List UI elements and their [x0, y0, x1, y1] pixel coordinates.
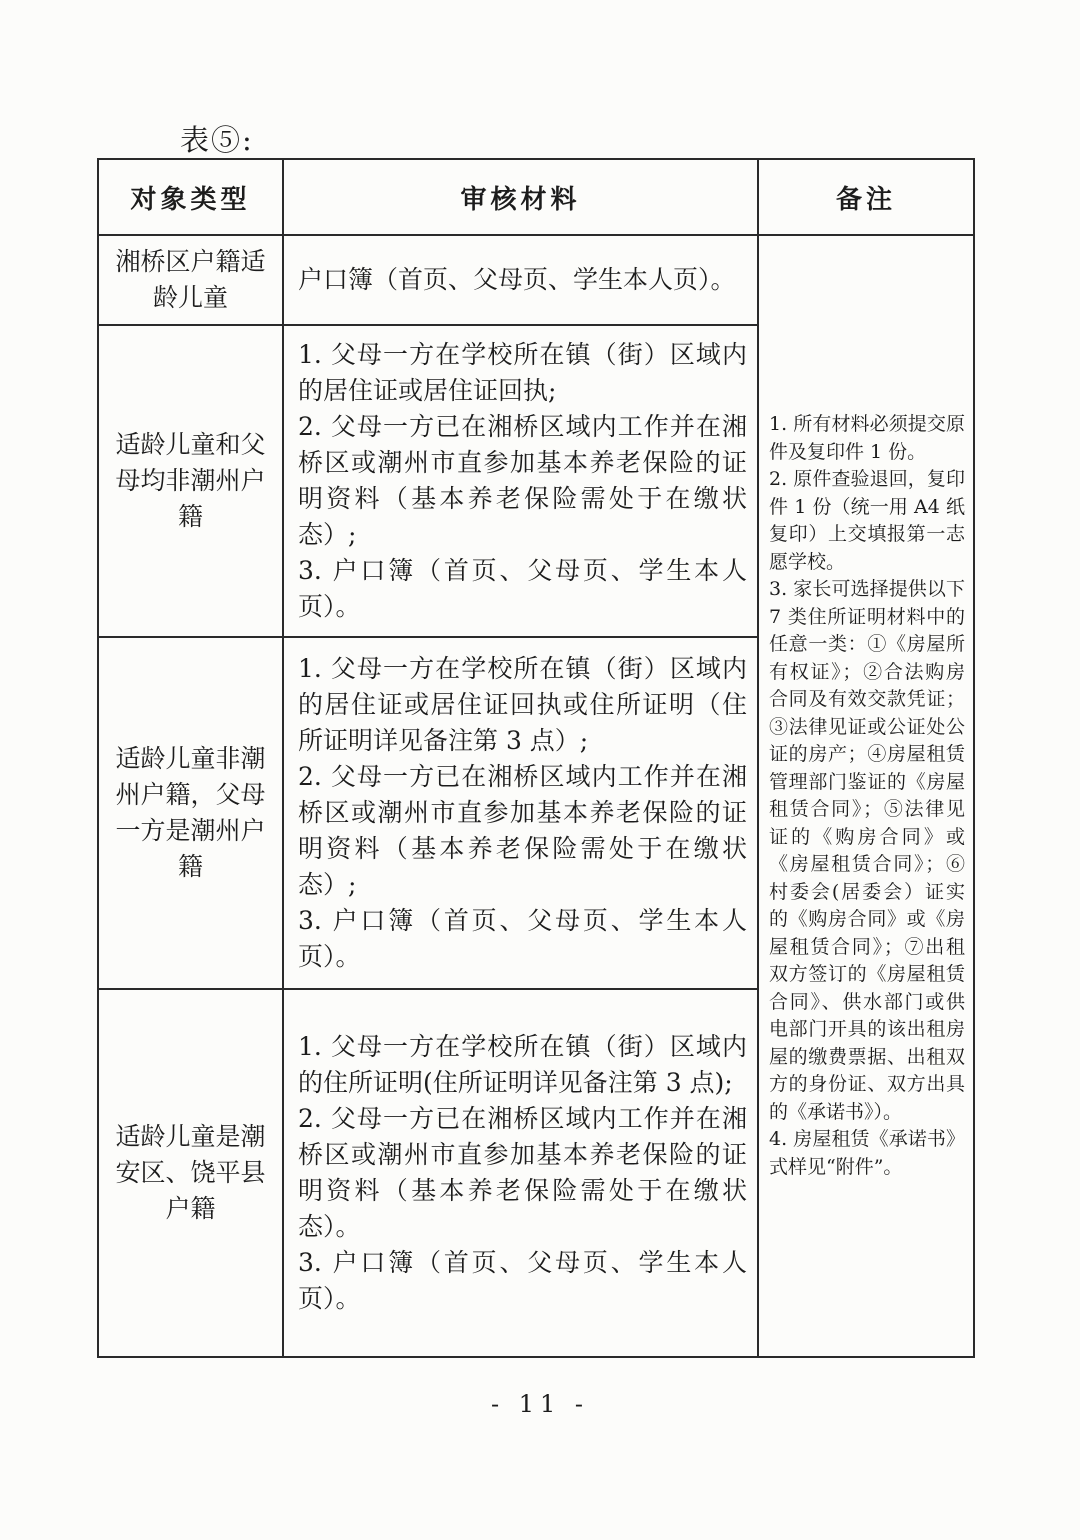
- material-item: 1. 父母一方在学校所在镇（街）区域内的住所证明(住所证明详见备注第 3 点);: [298, 1032, 747, 1097]
- remark-item: 3. 家长可选择提供以下 7 类住所证明材料中的任意一类：①《房屋所有权证》；②合法购房合同及有效交款凭证；③法律见证或公证处公证的房产；④房屋租赁管理部门鉴证的《房屋租赁合同》；⑤法律见证的《购房合同》或《房屋租赁合同》；⑥村委会(居委会）证实的《购房合同》或《房屋租赁合同》；⑦出租双方签订的《房屋租赁合同》、供水部门或供电部门开具的该出租房屋的缴费票据、出租双方的身份证、双方出具的《承诺书》）。: [769, 578, 965, 1123]
- material-item: 2. 父母一方已在湘桥区域内工作并在湘桥区或潮州市直参加基本养老保险的证明资料（基本养老保险需处于在缴状态）;: [298, 412, 747, 549]
- material-item: 3. 户口簿（首页、父母页、学生本人页）。: [298, 906, 747, 971]
- material-item: 2. 父母一方已在湘桥区域内工作并在湘桥区或潮州市直参加基本养老保险的证明资料（基本养老保险需处于在缴状态）;: [298, 762, 747, 899]
- remark-item: 1. 所有材料必须提交原件及复印件 1 份。: [769, 413, 965, 463]
- material-item: 户口簿（首页、父母页、学生本人页）。: [298, 265, 736, 294]
- material-item: 1. 父母一方在学校所在镇（街）区域内的居住证或居住证回执;: [298, 340, 747, 405]
- object-type-cell: 适龄儿童和父母均非潮州户籍: [98, 325, 283, 637]
- material-item: 2. 父母一方已在湘桥区域内工作并在湘桥区或潮州市直参加基本养老保险的证明资料（基本养老保险需处于在缴状态）。: [298, 1104, 747, 1241]
- materials-cell: [283, 325, 758, 637]
- table-row: [98, 235, 974, 325]
- header-object-type: 对象类型: [98, 159, 283, 235]
- material-item: 3. 户口簿（首页、父母页、学生本人页）。: [298, 1248, 747, 1313]
- material-item: 1. 父母一方在学校所在镇（街）区域内的居住证或居住证回执或住所证明（住所证明详见备注第 3 点）;: [298, 654, 747, 755]
- table-header-row: [98, 159, 974, 235]
- object-type-cell: 适龄儿童是潮安区、饶平县户籍: [98, 989, 283, 1357]
- remarks-cell: [758, 235, 974, 1357]
- materials-cell: [283, 637, 758, 989]
- header-remarks: 备注: [758, 159, 974, 235]
- object-type-cell: 湘桥区户籍适龄儿童: [98, 235, 283, 325]
- requirements-table: [97, 158, 975, 1358]
- header-materials: 审核材料: [283, 159, 758, 235]
- table-label: 表⑤:: [180, 123, 254, 157]
- material-item: 3. 户口簿（首页、父母页、学生本人页）。: [298, 556, 747, 621]
- remark-item: 4. 房屋租赁《承诺书》式样见“附件”。: [769, 1128, 965, 1178]
- remark-item: 2. 原件查验退回，复印件 1 份（统一用 A4 纸复印）上交填报第一志愿学校。: [769, 468, 965, 573]
- materials-cell: [283, 235, 758, 325]
- materials-cell: [283, 989, 758, 1357]
- object-type-cell: 适龄儿童非潮州户籍，父母一方是潮州户籍: [98, 637, 283, 989]
- page-number: - 11 -: [490, 1390, 589, 1418]
